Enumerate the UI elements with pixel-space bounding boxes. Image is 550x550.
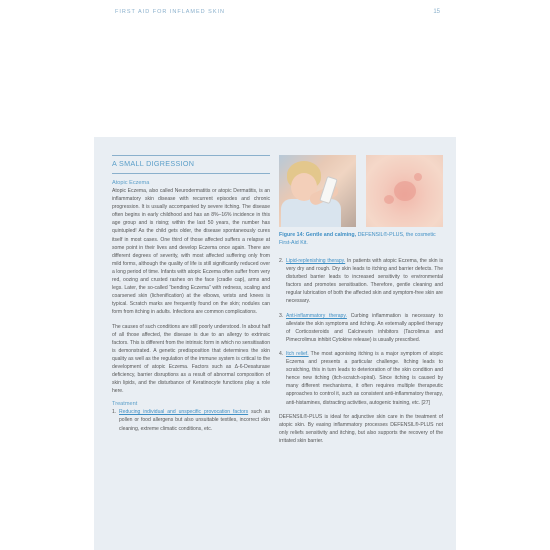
- item-number: 4.: [279, 350, 284, 357]
- item-title-link[interactable]: Anti-inflammatory therapy.: [286, 312, 347, 319]
- left-column: [112, 155, 270, 439]
- item-number: 2.: [279, 258, 284, 264]
- item-title-link[interactable]: Lipid-replenishing therapy.: [286, 258, 346, 264]
- list-item: [279, 257, 443, 306]
- item-title-link[interactable]: Itch relief.: [286, 350, 309, 357]
- list-item: [279, 350, 443, 407]
- item-body: [286, 312, 443, 344]
- section-title: A SMALL DIGRESSION: [112, 155, 270, 174]
- treatment-list-right: [279, 257, 443, 407]
- rash-spot: [384, 195, 394, 204]
- item-number: 1.: [112, 409, 117, 416]
- rash-spot: [414, 173, 422, 181]
- running-title: FIRST AID FOR INFLAMED SKIN: [115, 9, 226, 15]
- caption-text: DEFENSIL®-PLUS, the cosmetic First-Aid Kit.: [279, 232, 436, 246]
- item-body: [286, 350, 443, 407]
- item-title-link[interactable]: Reducing individual and unspecific provocation factors: [119, 409, 249, 416]
- figure-images: [279, 155, 443, 227]
- item-description: The most agonising itching is a major symptom of atopic Eczema and presents a particular challenge. Itching leads to scratching, this in turn leads to deterioration of the skin condition and hence new itching (itch-scratch-spiral). Since itching is caused by many different mechanisms, it often requires multiple therapeutic approaches to control it, such as consistent anti-inflammatory therapy, anti-histamines, distracting activities, autogenic training, etc. [27]: [286, 350, 443, 406]
- treatment-list-left: [112, 408, 270, 432]
- page-number: 15: [433, 9, 440, 15]
- digression-box: [94, 137, 456, 550]
- caption-bold: Figure 14: Gentle and calming,: [279, 232, 357, 238]
- item-description: such as pollen or food allergens but also unsuitable textiles, incorrect skin cleaning, extreme climatic conditions, etc.: [119, 409, 270, 432]
- treatment-heading: Treatment: [112, 401, 138, 408]
- right-column: [279, 155, 443, 451]
- list-item: [279, 312, 443, 344]
- closing-paragraph: DEFENSIL®-PLUS is ideal for adjunctive skin care in the treatment of atopic skin. By easing inflammatory processes DEFENSIL®-PLUS not only reliefs sensitivity and itching, but also supports the recovery of the irritated skin barrier.: [279, 413, 443, 444]
- paragraph-intro: Atopic Eczema, also called Neurodermatitis or atopic Dermatitis, is an inflammatory skin disease with recurrent episodes and chronic progression. It is usually accompanied by severe itching. The disease often begins in early childhood and has an 8%–16% incidence in this age group and is rising; within the last 50 years, the number has quintupled! As the child gets older, the disease spontaneously cures itself in most cases. One third of those affected suffers a relapse at some point in their lives and develop Eczema once again. There are different degrees of severity, with most affected suffering only from mild forms, although the quality of life is still significantly reduced over a long period of time. Infants with atopic Eczema often suffer from very red, oozing and crusted rashes on the face (cradle cap), arms and legs. Later, the so-called “bending Eczema” with redness, scaling and coarsened skin (lichenification) at the elbows, wrists and knees is typical. Scratch marks are frequently found on the skin; nodules can form from itching in adults. Infections are common complications.: [112, 188, 270, 316]
- figure-caption: [279, 231, 443, 247]
- atopic-eczema-heading: Atopic Eczema: [112, 180, 150, 186]
- item-number: 3.: [279, 312, 284, 319]
- item-body: [286, 257, 443, 306]
- irritated-skin-photo: [366, 155, 443, 227]
- rash-spot: [394, 181, 416, 201]
- page-header: [115, 9, 440, 21]
- item-description: In patients with atopic Eczema, the skin is very dry and rough. Dry skin leads to itching and barrier defects. The disturbed barrier leads to increased sensitivity to environmental factors and promotes sensitisation. Therefore, gentle cleaning and regular lubrication of both the affected skin and symptom-free skin are necessary.: [286, 258, 443, 305]
- list-item: [112, 408, 270, 432]
- item-description: Curbing inflammation is necessary to alleviate the skin symptoms and itching. An externally applied therapy of Corticosteroids and Calcineurin inhibitors (Tacrolimus and Pimecrolimus inhibit Cytokine release) is usually prescribed.: [286, 312, 443, 343]
- paragraph-causes: The causes of such conditions are still poorly understood. In about half of all those affected, the disease is due to an allergy to extrinsic factors. This is different from the intrinsic form in which no sensitisation is demonstrated. A genetic predisposition that determines the skin quality as well as the regulation of the immune system is critical to the development of atopic Eczema. Factors such as Δ-6-Desaturase deficiency, barrier disruptions as a result of abnormal composition of skin lipids, and the disturbance of Keratinocyte functions play a role here.: [112, 323, 270, 395]
- item-body: [119, 408, 270, 432]
- child-applying-cream-photo: [279, 155, 356, 227]
